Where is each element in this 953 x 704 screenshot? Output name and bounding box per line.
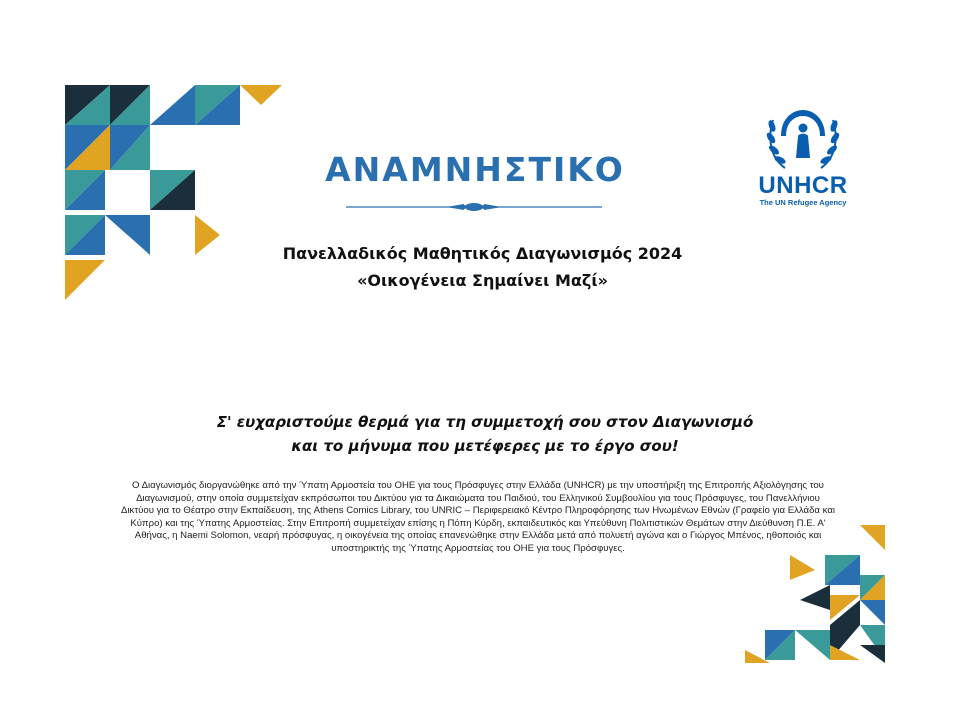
unhcr-emblem-icon xyxy=(763,106,843,172)
competition-description xyxy=(112,480,844,556)
description-line: υποστηρικτής της Ύπατης Αρμοστείας του ΟΗΕ για τους Πρόσφυγες. xyxy=(331,542,625,554)
unhcr-logo xyxy=(748,106,858,211)
thank-you-message xyxy=(180,410,790,458)
unhcr-tagline: The UN Refugee Agency xyxy=(759,198,847,207)
description-line: Αθήνας, η Naemi Solomon, νεαρή πρόσφυγας, η οικογένεια της οποίας επανενώθηκε στην Ελλάδα μετά από πολυετή αγώνα και ο Γιώργος Μπένος, ηθοποιός και xyxy=(134,530,822,542)
certificate-title: ΑΝΑΜΝΗΣΤΙΚΟ xyxy=(325,150,625,189)
ornamental-divider xyxy=(346,198,602,216)
description-line: Κύπρο) και της Ύπατης Αρμοστείας. Στην Επιτροπή συμμετείχαν επίσης η Πόπη Κύρδη, εκπαιδευτικός και Υπεύθυνη Πολιτιστικών Θεμάτων στην Διεύθυνση Π.Ε. Α' xyxy=(130,517,826,529)
description-line: Διαγωνισμού, στην οποία συμμετείχαν εκπρόσωποι του Δικτύου για τα Δικαιώματα του Παιδιού, του Ελληνικού Συμβουλίου για τους Πρόσφυγες, του Πανελλήνιου xyxy=(136,492,820,504)
competition-name: Πανελλαδικός Μαθητικός Διαγωνισμός 2024 xyxy=(282,244,683,263)
competition-theme: «Οικογένεια Σημαίνει Μαζί» xyxy=(357,271,608,290)
description-line: Δικτύου για το Θέατρο στην Εκπαίδευση, της Athens Comics Library, του UNRIC – Περιφερειακό Κέντρο Πληροφόρησης των Ηνωμένων Εθνών (Γραφείο για Ελλάδα και xyxy=(120,505,836,517)
thank-you-line-2: και το μήνυμα που μετέφερες με το έργο σου! xyxy=(291,437,679,455)
competition-subtitle xyxy=(230,240,735,294)
description-line: Ο Διαγωνισμός διοργανώθηκε από την Ύπατη Αρμοστεία του ΟΗΕ για τους Πρόσφυγες στην Ελλάδα (UNHCR) με την υποστήριξη της Επιτροπής Αξιολόγησης του xyxy=(132,480,824,491)
unhcr-wordmark: UNHCR xyxy=(758,172,848,199)
thank-you-line-1: Σ' ευχαριστούμε θερμά για τη συμμετοχή σου στον Διαγωνισμό xyxy=(216,413,754,431)
